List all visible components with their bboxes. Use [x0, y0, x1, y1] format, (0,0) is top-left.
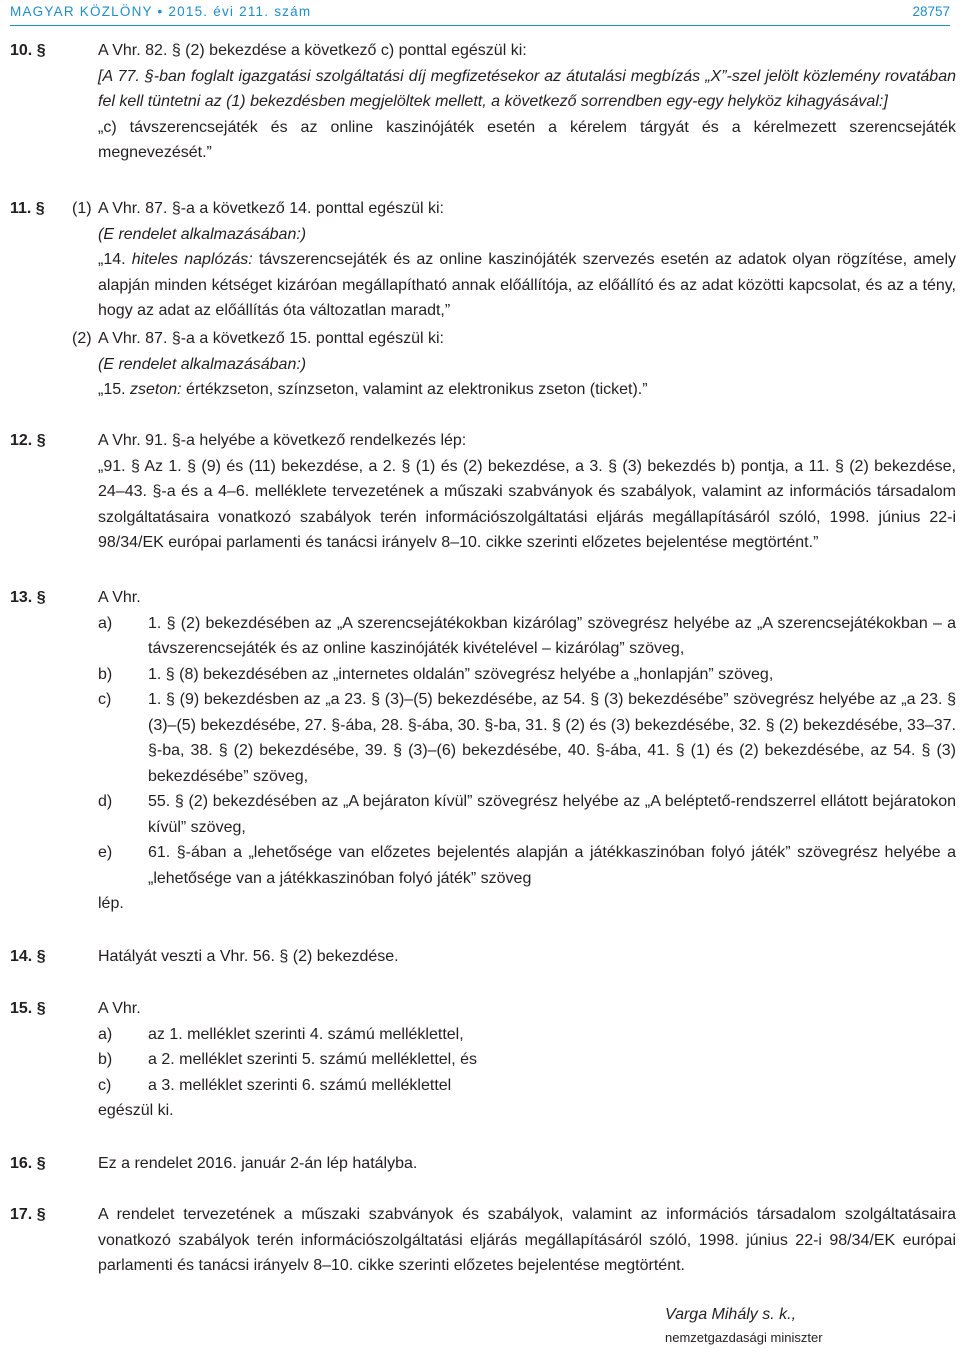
item-label: e)	[98, 844, 113, 861]
list-item	[98, 1047, 956, 1073]
list-item	[98, 662, 956, 688]
page-header	[10, 0, 950, 22]
paragraph-intro: A Vhr. 87. §-a a következő 15. ponttal egészül ki:	[98, 330, 444, 347]
section-17	[10, 1202, 956, 1279]
paragraph-context: (E rendelet alkalmazásában:)	[98, 355, 307, 373]
list-item	[98, 1073, 956, 1099]
section-12	[10, 428, 956, 556]
section-11-paragraph-2	[10, 326, 956, 403]
section-body: Hatályát veszti a Vhr. 56. § (2) bekezdése.	[98, 948, 399, 965]
section-15	[10, 996, 956, 1124]
section-body: Ez a rendelet 2016. január 2-án lép hatályba.	[98, 1155, 418, 1172]
section-number: 10. §	[10, 42, 46, 59]
amendment-list	[98, 611, 956, 892]
section-number: 17. §	[10, 1206, 46, 1223]
signature-name: Varga Mihály s. k.,	[665, 1306, 797, 1323]
section-number: 16. §	[10, 1155, 46, 1172]
item-text: 1. § (2) bekezdésében az „A szerencsejátékokban kizárólag” szövegrész helyébe az „A szerencsejátékokban – a távszerencsejáték és az online kaszinójáték kivételével – kizárólag” szöveg,	[148, 614, 956, 657]
section-closing: lép.	[98, 895, 124, 912]
definition-number: „14.	[98, 251, 132, 268]
section-number: 12. §	[10, 432, 46, 449]
item-text: a 2. melléklet szerinti 5. számú melléklettel, és	[148, 1051, 478, 1068]
paragraph-label: (1)	[72, 200, 92, 217]
definition-term: zseton:	[130, 381, 182, 398]
definition-number: „15.	[98, 381, 131, 398]
definition-term: hiteles naplózás:	[131, 251, 253, 268]
section-context: [A 77. §-ban foglalt igazgatási szolgáltatási díj megfizetésekor az átutalási megbízás „X”-szel jelölt közlemény rovatában fel kell tüntetni az (1) bekezdésben megjelöltek mellett, a következő sorrendben egy-egy helyköz kihagyásával:]	[98, 67, 956, 110]
paragraph-intro: A Vhr. 87. §-a a következő 14. ponttal egészül ki:	[98, 200, 444, 217]
header-rule	[10, 25, 950, 26]
list-item	[98, 840, 956, 891]
list-item	[98, 687, 956, 789]
page-number: 28757	[912, 3, 950, 19]
definition-15	[98, 377, 956, 403]
section-intro: A Vhr.	[98, 1000, 141, 1017]
item-label: a)	[98, 614, 113, 632]
section-16	[10, 1151, 956, 1177]
section-number: 13. §	[10, 589, 46, 606]
section-body: „91. § Az 1. § (9) és (11) bekezdése, a 2. § (1) és (2) bekezdése, a 3. § (3) bekezdés b) pontja, a 11. § (2) bekezdése, 24–43. §-a és a 4–6. melléklete tervezetének a műszaki szabványok és szabályok, valamint az információs társadalom szolgáltatásaira vonatkozó szabályok terén információszolgáltatási eljárás megállapításáról szóló, 1998. június 22-i 98/34/EK európai parlamenti és tanácsi irányelv 8–10. cikke szerinti előzetes bejelentése megtörtént.”	[98, 457, 956, 551]
item-label: a)	[98, 1025, 113, 1043]
paragraph-label: (2)	[72, 330, 92, 347]
item-text: a 3. melléklet szerinti 6. számú melléklettel	[148, 1076, 452, 1094]
section-intro: A Vhr. 91. §-a helyébe a következő rendelkezés lép:	[98, 432, 467, 449]
section-13	[10, 585, 956, 917]
list-item	[98, 611, 956, 662]
item-label: c)	[98, 1076, 112, 1094]
item-label: d)	[98, 793, 113, 810]
item-text: 61. §-ában a „lehetősége van előzetes bejelentés alapján a játékkaszinóban folyó játék” szövegrész helyébe a „lehetősége van a játékkaszinóban folyó játék” szöveg	[148, 844, 956, 887]
section-intro: A Vhr.	[98, 589, 141, 606]
section-number: 11. §	[10, 200, 45, 217]
section-body: A rendelet tervezetének a műszaki szabványok és szabályok, valamint az információs társadalom szolgáltatásaira vonatkozó szabályok terén információszolgáltatási eljárás megállapításáról szóló, 1998. június 22-i 98/34/EK európai parlamenti és tanácsi irányelv 8–10. cikke szerinti előzetes bejelentése megtörtént.	[98, 1206, 956, 1274]
list-item	[98, 1022, 956, 1048]
section-11	[10, 196, 956, 324]
definition-text: távszerencsejáték és az online kaszinójáték szervezés esetén az adatok olyan rögzítése, amely alapján minden kétséget kizáróan megállapítható annak előállítója, az előállító és az adat közötti kapcsolat, és az a tény, hogy az adat az előállítás óta változatlan maradt,”	[98, 251, 957, 319]
signature-title: nemzetgazdasági miniszter	[665, 1330, 823, 1345]
definition-14	[98, 247, 956, 324]
item-text: 1. § (9) bekezdésben az „a 23. § (3)–(5) bekezdésébe, az 54. § (3) bekezdésébe” szövegrész helyébe az „a 23. § (3)–(5) bekezdésébe, 27. §-ába, 28. §-ába, 30. §-ba, 31. § (2) és (3) bekezdésébe, 32. § (2) bekezdésébe, 33–37. §-ba, 38. § (2) bekezdésébe, 39. § (3)–(6) bekezdésébe, 40. §-ába, 41. § (1) és (2) bekezdésébe, az 54. § (3) bekezdésébe” szöveg,	[148, 691, 956, 785]
item-label: c)	[98, 691, 112, 708]
definition-text: értékzseton, színzseton, valamint az elektronikus zseton (ticket).”	[181, 381, 648, 398]
section-number: 15. §	[10, 1000, 46, 1017]
list-item	[98, 789, 956, 840]
section-14	[10, 944, 956, 970]
section-number: 14. §	[10, 948, 46, 965]
item-text: 55. § (2) bekezdésében az „A bejáraton kívül” szövegrész helyébe az „A beléptető-rendszerrel ellátott bejáratokon kívül” szöveg,	[148, 793, 956, 836]
annex-list	[98, 1022, 956, 1099]
paragraph-context: (E rendelet alkalmazásában:)	[98, 225, 307, 243]
section-intro: A Vhr. 82. § (2) bekezdése a következő c) ponttal egészül ki:	[98, 42, 527, 59]
item-text: az 1. melléklet szerinti 4. számú melléklettel,	[148, 1025, 464, 1043]
section-closing: egészül ki.	[98, 1102, 174, 1119]
section-body: „c) távszerencsejáték és az online kaszinójáték esetén a kérelem tárgyát és a kérelmezett szerencsejáték megnevezését.”	[98, 118, 956, 161]
section-10	[10, 38, 956, 166]
item-label: b)	[98, 665, 113, 683]
item-label: b)	[98, 1051, 113, 1068]
journal-title: MAGYAR KÖZLÖNY • 2015. évi 211. szám	[10, 3, 312, 19]
item-text: 1. § (8) bekezdésében az „internetes oldalán” szövegrész helyébe a „honlapján” szöveg,	[148, 665, 774, 683]
